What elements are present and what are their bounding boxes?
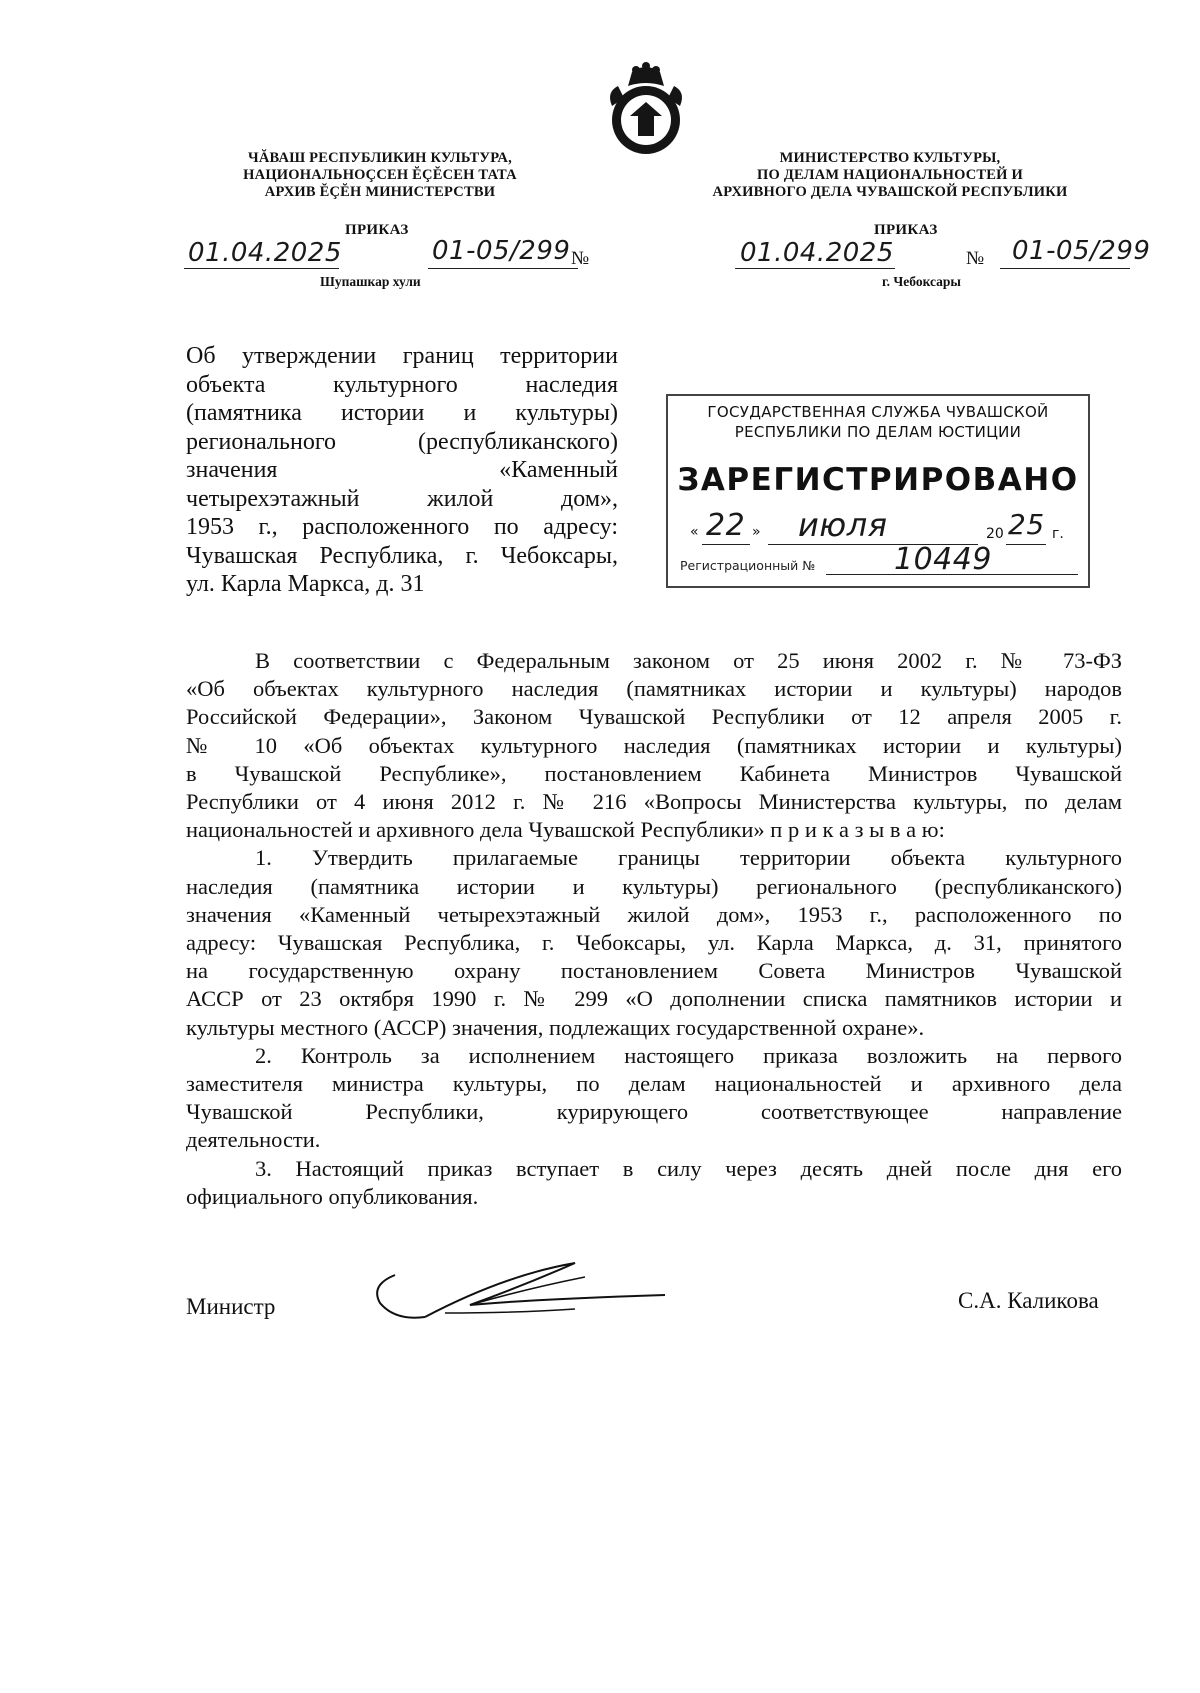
body-line: наследия (памятника истории и культуры) регионального (республиканского) (186, 873, 1122, 899)
order-title-left: ПРИКАЗ (345, 222, 409, 238)
body-line: официального опубликования. (186, 1183, 479, 1209)
body-line: № 10 «Об объектах культурного наследия (памятниках истории и культуры) (186, 732, 1122, 758)
body-line: 2. Контроль за исполнением настоящего приказа возложить на первого (255, 1042, 1122, 1068)
stamp-status: ЗАРЕГИСТРИРОВАНО (677, 462, 1079, 498)
header-right-line-1: МИНИСТЕРСТВО КУЛЬТУРЫ, (779, 150, 1001, 166)
coat-of-arms-emblem-icon (604, 62, 688, 158)
handwritten-signature-icon (365, 1255, 670, 1335)
signer-role: Министр (186, 1294, 276, 1319)
stamp-year-underline (1006, 544, 1046, 545)
stamp-year-prefix: 20 (986, 526, 1004, 542)
stamp-organization (668, 402, 1088, 442)
stamp-month: июля (798, 506, 888, 544)
order-subject (186, 342, 618, 599)
body-line: адресу: Чувашская Республика, г. Чебоксары, ул. Карла Маркса, д. 31, принятого (186, 930, 1122, 956)
number-sign-left: № (571, 248, 590, 269)
ministry-name-chuvash (215, 150, 545, 201)
subject-line: объекта культурного наследия (186, 371, 618, 398)
order-date-underline-left (184, 268, 339, 269)
ministry-name-russian (700, 150, 1080, 201)
body-line: Республики от 4 июня 2012 г. № 216 «Вопросы Министерства культуры, по делам (186, 789, 1122, 815)
header-right-line-2: ПО ДЕЛАМ НАЦИОНАЛЬНОСТЕЙ И (757, 167, 1023, 183)
body-line: на государственную охрану постановлением Совета Министров Чувашской (186, 958, 1122, 984)
order-date-right: 01.04.2025 (740, 238, 894, 268)
subject-line: значения «Каменный (186, 457, 618, 483)
body-line: заместителя министра культуры, по делам национальностей и архивного дела (186, 1071, 1122, 1097)
body-line: в Чувашской Республике», постановлением Кабинета Министров Чувашской (186, 760, 1122, 786)
stamp-quote-open: « (690, 524, 699, 540)
stamp-day: 22 (706, 508, 746, 543)
city-chuvash: Шупашкар хули (320, 274, 421, 289)
body-line: национальностей и архивного дела Чувашской Республики» п р и к а з ы в а ю: (186, 817, 945, 843)
body-line: Чувашской Республики, курирующего соответствующее направление (186, 1099, 1122, 1125)
header-left-line-1: ЧĂВАШ РЕСПУБЛИКИН КУЛЬТУРА, (248, 150, 512, 166)
subject-line: 1953 г., расположенного по адресу: (186, 514, 618, 540)
header-left-line-2: НАЦИОНАЛЬНОÇСЕН ĔÇĔСЕН ТАТА (243, 167, 517, 183)
header-right-line-3: АРХИВНОГО ДЕЛА ЧУВАШСКОЙ РЕСПУБЛИКИ (712, 184, 1068, 200)
header-left-line-3: АРХИВ ĔÇĔН МИНИСТЕРСТВИ (264, 184, 496, 200)
order-date-left: 01.04.2025 (188, 238, 342, 268)
body-line: культуры местного (АССР) значения, подлежащих государственной охране». (186, 1014, 925, 1040)
stamp-reg-underline (826, 574, 1078, 575)
order-number-left: 01-05/299 (432, 236, 571, 266)
registration-stamp (666, 394, 1090, 588)
body-line: 3. Настоящий приказ вступает в силу через десять дней после дня его (255, 1155, 1122, 1181)
subject-line: ул. Карла Маркса, д. 31 (186, 571, 425, 597)
number-sign-right: № (966, 248, 985, 269)
subject-line: регионального (республиканского) (186, 428, 618, 455)
stamp-year-unit: г. (1052, 526, 1064, 542)
order-number-right: 01-05/299 (1012, 236, 1151, 266)
body-line: В соответствии с Федеральным законом от 25 июня 2002 г. № 73-ФЗ (255, 648, 1122, 673)
order-date-underline-right (735, 268, 895, 269)
stamp-quote-close: » (752, 524, 761, 540)
stamp-org-line-1: ГОСУДАРСТВЕННАЯ СЛУЖБА ЧУВАШСКОЙ (707, 403, 1049, 421)
order-number-underline-right (1000, 268, 1130, 269)
body-line: АССР от 23 октября 1990 г. № 299 «О дополнении списка памятников истории и (186, 986, 1122, 1012)
body-line: «Об объектах культурного наследия (памятниках истории и культуры) народов (186, 676, 1122, 702)
stamp-day-underline (702, 544, 750, 545)
stamp-reg-number: 10449 (894, 542, 992, 577)
stamp-reg-label: Регистрационный № (680, 558, 816, 573)
signer-name: С.А. Каликова (958, 1288, 1099, 1313)
stamp-org-line-2: РЕСПУБЛИКИ ПО ДЕЛАМ ЮСТИЦИИ (734, 423, 1022, 441)
stamp-year-suffix: 25 (1008, 508, 1045, 541)
subject-line: (памятника истории и культуры) (186, 400, 618, 426)
body-line: деятельности. (186, 1127, 321, 1153)
subject-line: Чувашская Республика, г. Чебоксары, (186, 542, 618, 569)
city-russian: г. Чебоксары (882, 274, 961, 289)
subject-line: Об утверждении границ территории (186, 343, 618, 369)
body-line: 1. Утвердить прилагаемые границы территории объекта культурного (255, 845, 1122, 871)
order-body (186, 647, 1122, 1211)
subject-line: четырехэтажный жилой дом», (186, 485, 618, 512)
order-number-underline-left (428, 268, 578, 269)
body-line: Российской Федерации», Законом Чувашской Республики от 12 апреля 2005 г. (186, 704, 1122, 730)
order-title-right: ПРИКАЗ (874, 222, 938, 238)
body-line: значения «Каменный четырехэтажный жилой дом», 1953 г., расположенного по (186, 901, 1122, 927)
